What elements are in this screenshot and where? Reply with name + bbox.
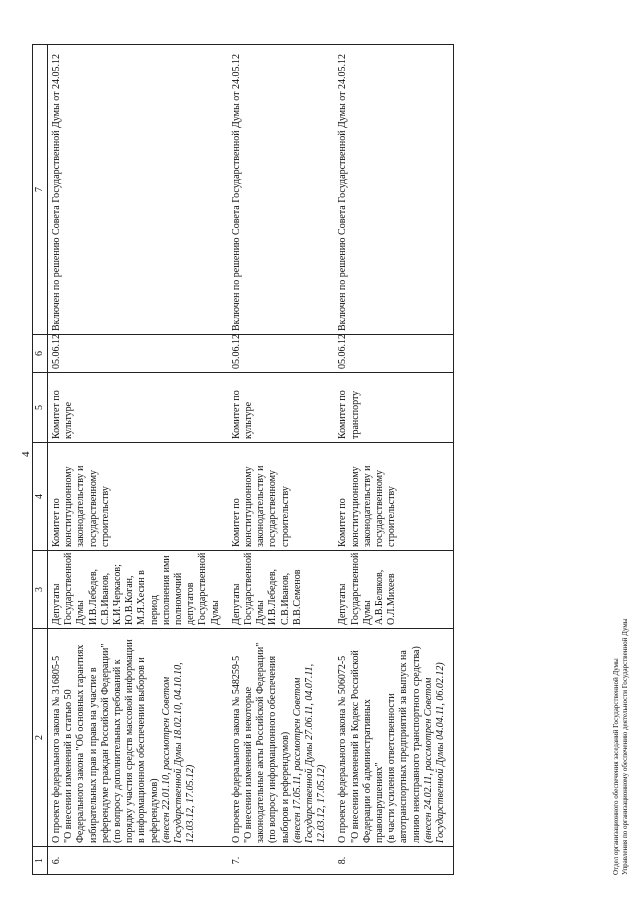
bill-title-line: "О внесении изменений в статью 50 xyxy=(63,689,75,843)
responsible-committee: Комитет по конституционному законодательству и государственному строительству xyxy=(228,443,335,551)
bill-note-line: Государственной Думы 04.04.11, 06.02.12) xyxy=(435,662,447,843)
bill-title-line: порядку участия средств массовой информации xyxy=(124,639,136,843)
row-number: 8. xyxy=(334,847,453,875)
footer-line: Отдел организационного обеспечения заседаний Государственной Думы xyxy=(612,658,620,875)
bill-note-line: (внесен 22.01.10, рассмотрен Советом xyxy=(160,676,172,843)
review-date: 05.06.12 xyxy=(228,335,335,373)
bill-title-line: автотранспортных предприятий за выпуск на xyxy=(398,650,410,843)
bill-note-line: Государственной Думы 27.06.11, 04.07.11, xyxy=(304,663,316,843)
responsible-committee: Комитет по конституционному законодательству и государственному строительству xyxy=(334,443,453,551)
bill-title-line: избирательных прав и права на участие в xyxy=(87,667,99,843)
table-row xyxy=(334,45,453,875)
bill-title-line: (по вопросу дополнительных требований к xyxy=(112,659,124,843)
inclusion-status: Включен по решению Совета Государственной Думы от 24.05.12 xyxy=(334,45,453,335)
bill-note-line: 12.03.12, 17.05.12) xyxy=(316,764,328,843)
bill-title-line: правонарушениях" xyxy=(374,762,386,843)
co-committee: Комитет по культуре xyxy=(48,373,228,443)
bill-title-line: О проекте федерального закона № 548259-5 xyxy=(230,655,242,843)
table-row xyxy=(48,45,228,875)
footer xyxy=(612,619,630,875)
column-header: 7 xyxy=(33,45,48,335)
column-header: 4 xyxy=(33,443,48,551)
bill-title-line: Федерального закона "Об основных гарантиях xyxy=(75,644,87,843)
agenda-table xyxy=(32,44,454,875)
bill-authors: Депутаты Государственной Думы И.В.Лебедев, С.В.Иванов, К.И.Черкасов; Ю.В.Коган, М.Я.Хесин в период исполнения ими полномочий депутатов Государственной Думы xyxy=(48,551,228,629)
bill-title-line: О проекте федерального закона № 316805-5 xyxy=(51,655,62,843)
bill-title-line: Федерации об административных xyxy=(361,699,373,843)
table-row xyxy=(228,45,335,875)
bill-description xyxy=(228,629,335,847)
bill-title-line: "О внесении изменений в Кодекс Российской xyxy=(349,650,361,843)
co-committee: Комитет по транспорту xyxy=(334,373,453,443)
responsible-committee: Комитет по конституционному законодательству и государственному строительству xyxy=(48,443,228,551)
bill-description xyxy=(334,629,453,847)
review-date: 05.06.12 xyxy=(334,335,453,373)
page-number: 4 xyxy=(20,451,32,457)
bill-authors: Депутаты Государственной Думы И.В.Лебедев, С.В.Иванов, В.В.Семенов xyxy=(228,551,335,629)
column-header: 6 xyxy=(33,335,48,373)
co-committee: Комитет по культуре xyxy=(228,373,335,443)
bill-title-line: референдумов) xyxy=(148,778,160,843)
column-header: 3 xyxy=(33,551,48,629)
bill-title-line: "О внесении изменений в некоторые xyxy=(243,686,255,843)
bill-title-line: линию неисправного транспортного средства) xyxy=(410,646,422,843)
row-number: 6. xyxy=(48,847,228,875)
bill-note-line: (внесен 24.02.11, рассмотрен Советом xyxy=(422,677,434,843)
bill-note-line: Государственной Думы 18.02.10, 04.10.10, xyxy=(173,662,185,843)
bill-title-line: в информационном обеспечении выборов и xyxy=(136,657,148,843)
review-date: 05.06.12 xyxy=(48,335,228,373)
footer-line: Управления по организационному обеспечению деятельности Государственной Думы xyxy=(621,618,629,875)
bill-title-line: О проекте федерального закона № 506072-5 xyxy=(337,655,349,843)
bill-title-line: выборов и референдумов) xyxy=(279,731,291,843)
column-header: 2 xyxy=(33,629,48,847)
column-header: 1 xyxy=(33,847,48,875)
bill-title-line: (в части усиления ответственности xyxy=(386,693,398,843)
bill-description xyxy=(48,629,228,847)
column-header: 5 xyxy=(33,373,48,443)
inclusion-status: Включен по решению Совета Государственной Думы от 24.05.12 xyxy=(48,45,228,335)
inclusion-status: Включен по решению Совета Государственной Думы от 24.05.12 xyxy=(228,45,335,335)
table-header-row xyxy=(33,45,48,875)
bill-title-line: референдуме граждан Российской Федерации" xyxy=(99,643,111,843)
bill-authors: Депутаты Государственной Думы А.В.Беляков, О.Л.Михеев xyxy=(334,551,453,629)
bill-note-line: (внесен 17.05.11, рассмотрен Советом xyxy=(291,677,303,843)
bill-title-line: законодательные акты Российской Федерации" xyxy=(255,642,267,843)
bill-note-line: 12.03.12, 17.05.12) xyxy=(185,764,197,843)
row-number: 7. xyxy=(228,847,335,875)
bill-title-line: (по вопросу информационного обеспечения xyxy=(267,655,279,843)
